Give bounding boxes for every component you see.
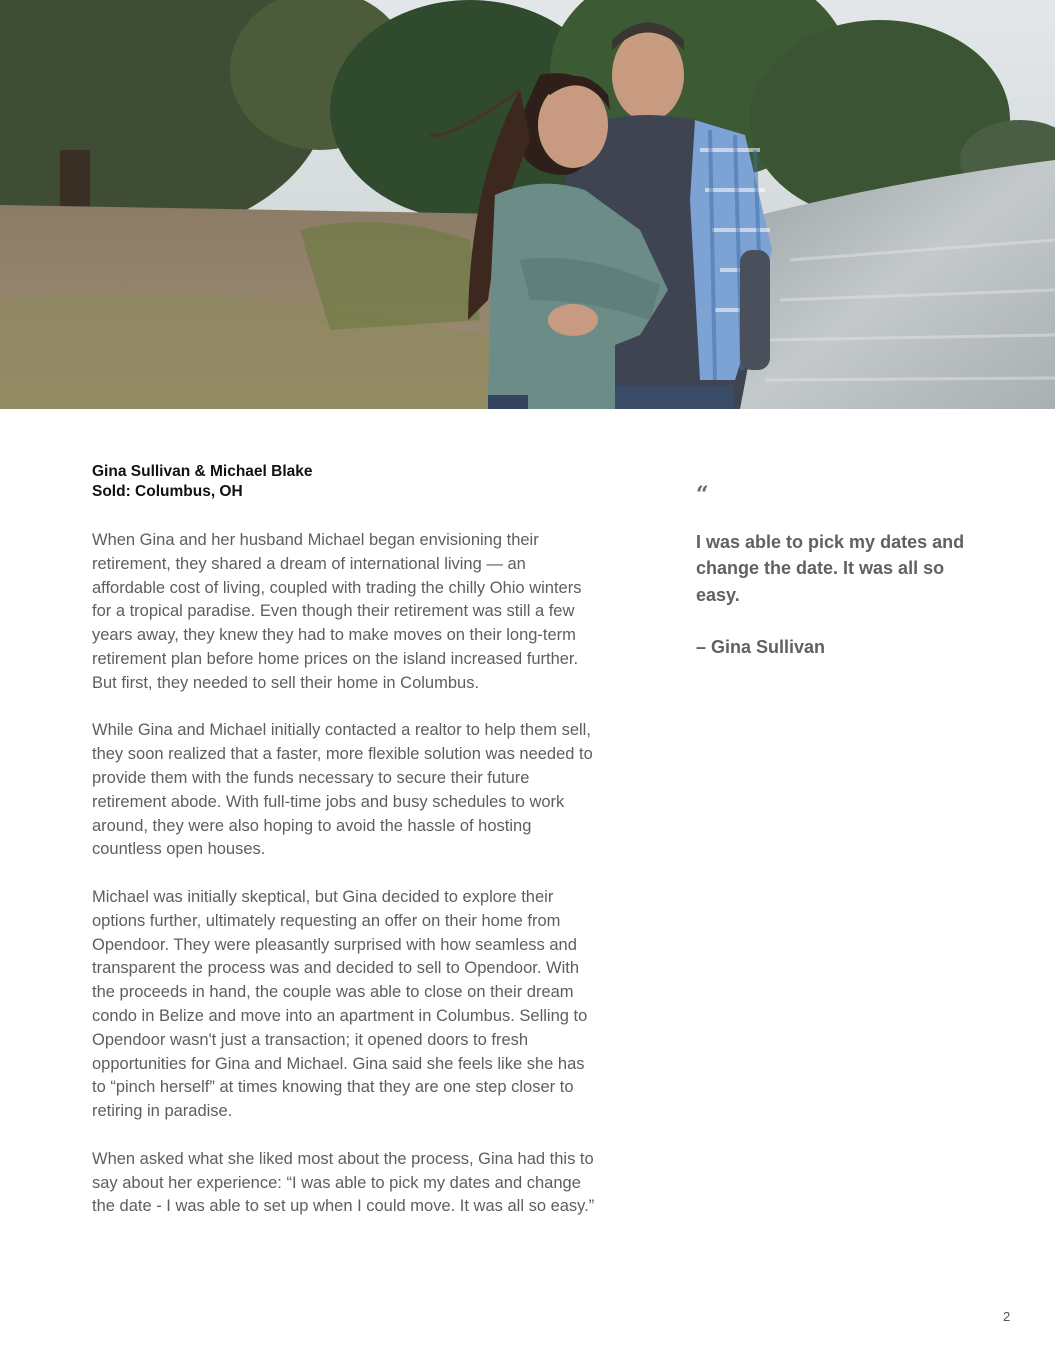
story-paragraph: When asked what she liked most about the process, Gina had this to say about her experience: “I was able to pick my dates and change the date - I was able to set up when I could move. It was all so easy.” [92, 1149, 595, 1216]
customer-names: Gina Sullivan & Michael Blake [92, 463, 313, 480]
customer-header [92, 462, 592, 502]
page-number: 2 [1003, 1309, 1011, 1324]
pull-quote: I was able to pick my dates and change the date. It was all so easy. [696, 532, 965, 605]
quote-author: – Gina Sullivan [696, 637, 826, 657]
quote-mark-icon: “ [696, 482, 709, 508]
story-body [92, 529, 597, 1243]
story-paragraph: When Gina and her husband Michael began envisioning their retirement, they shared a dream of international living — an affordable cost of living, coupled with trading the chilly Ohio winters for a tropical paradise. Even though their retirement was still a few years away, they knew they had to make moves on their long-term retirement plan before home prices on the island increased further. But first, they needed to sell their home in Columbus. [92, 531, 582, 692]
sale-location: Sold: Columbus, OH [92, 483, 243, 500]
hero-photo [0, 0, 1055, 409]
story-paragraph: Michael was initially skeptical, but Gina decided to explore their options further, ultimately requesting an offer on their home from Opendoor. They were pleasantly surprised with how seamless and transparent the process was and decided to sell to Opendoor. With the proceeds in hand, the couple was able to close on their dream condo in Belize and move into an apartment in Columbus. Selling to Opendoor wasn't just a transaction; it opened doors to fresh opportunities for Gina and Michael. Gina said she feels like she has to “pinch herself” at times knowing that they are one step closer to retiring in paradise. [92, 887, 588, 1121]
story-paragraph: While Gina and Michael initially contacted a realtor to help them sell, they soon realized that a faster, more flexible solution was needed to provide them with the funds necessary to secure their future retirement abode. With full-time jobs and busy schedules to work around, they were also hoping to avoid the hassle of hosting countless open houses. [92, 721, 593, 859]
